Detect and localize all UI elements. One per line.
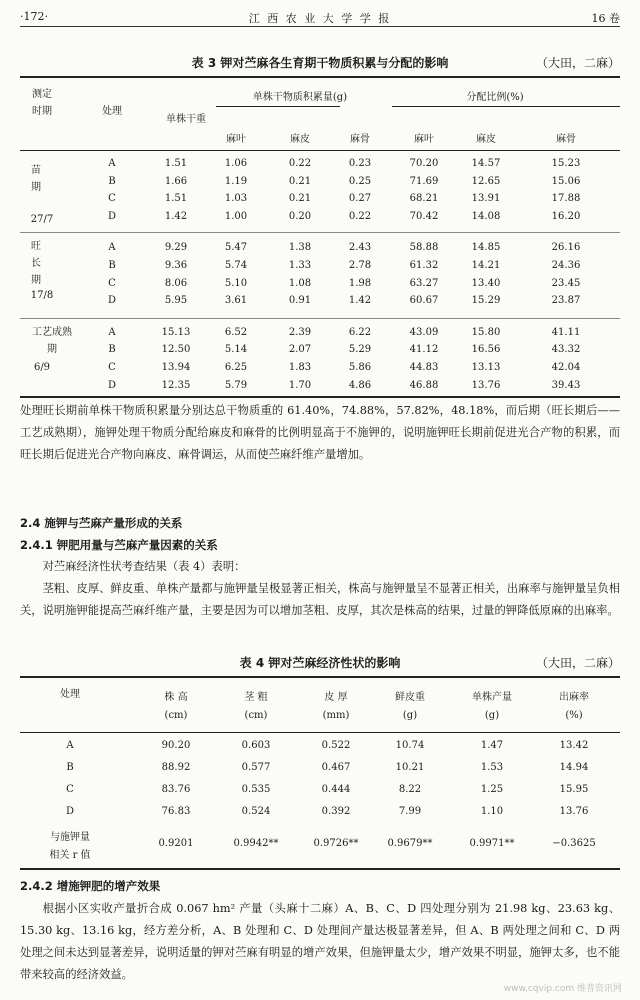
table3-period-label: 工艺成熟期 xyxy=(32,327,72,355)
table3-cell: 6.22 xyxy=(348,326,372,338)
table3-cell: 58.88 xyxy=(409,242,439,254)
table3-cell: 26.16 xyxy=(551,242,581,254)
table3-head-period: 测定时期 xyxy=(32,89,52,117)
table4-head-col: 茎 粗 xyxy=(244,692,268,703)
table3-cell: 2.39 xyxy=(288,326,312,338)
table3-cell: 5.47 xyxy=(224,242,248,254)
table4-cell: 0.444 xyxy=(321,784,351,795)
table4-cell: 8.22 xyxy=(398,784,422,795)
page-number: ·172· xyxy=(20,10,48,23)
paragraph-1: 处理旺长期前单株干物质积累量分别达总干物质重的 61.40%，74.88%，57.82%，48.18%，而后期（旺长期后——工艺成熟期），施钾处理干物质分配给麻皮和麻骨的比例明显高于不施钾的，说明施钾旺长期前促进光合产物的积累，而旺长期后促进光合产物向麻皮、麻骨调运，从而使苎麻纤维产量增加。 xyxy=(20,404,620,461)
table3-cell: 0.22 xyxy=(348,210,372,222)
table3-cell: 1.98 xyxy=(348,277,372,289)
table4-cell: 0.467 xyxy=(321,762,351,773)
table3-cell: 5.10 xyxy=(224,277,248,289)
table3-cell: 63.27 xyxy=(409,277,439,289)
table3-cell: 4.86 xyxy=(348,379,372,391)
table3-cell: 14.85 xyxy=(471,242,501,254)
table3-cell: 1.38 xyxy=(288,242,312,254)
table4-head-unit: (%) xyxy=(565,710,583,721)
table3-cell: 13.13 xyxy=(471,362,501,373)
table3-cell: 13.40 xyxy=(471,277,501,289)
table3-cell: 46.88 xyxy=(409,379,439,391)
table4-cell: 76.83 xyxy=(161,806,191,817)
table3-cell: 1.08 xyxy=(288,277,312,289)
table3-cell: 15.06 xyxy=(551,175,581,187)
table4-cell: 0.603 xyxy=(241,740,271,751)
table3-cell: 1.06 xyxy=(224,158,248,169)
table3-cell: 16.56 xyxy=(471,344,501,356)
table4-head-rule xyxy=(20,732,620,733)
table3-cell: 0.23 xyxy=(348,158,372,169)
table4-head-col: 皮 厚 xyxy=(324,692,348,703)
table4-corr-value: 0.9726** xyxy=(313,838,359,849)
table3-cell: 15.80 xyxy=(471,326,501,338)
section-2-4: 2.4 施钾与苎麻产量形成的关系 xyxy=(20,516,183,530)
table3-cell: 1.19 xyxy=(224,175,248,187)
table4-treatment: D xyxy=(65,806,75,817)
table4-head-col: 鲜皮重 xyxy=(395,692,425,703)
table3-sub-rule-2 xyxy=(392,106,620,107)
watermark: www.cqvip.com 维普资讯网 xyxy=(503,984,622,994)
table4-treatment: A xyxy=(66,740,74,751)
table4-corr-value: 0.9971** xyxy=(469,838,515,849)
volume: 16 卷 xyxy=(591,12,620,25)
table3-treatment: B xyxy=(108,175,116,187)
page-header xyxy=(20,10,620,27)
table3-cell: 15.23 xyxy=(551,158,581,169)
table3-cell: 1.42 xyxy=(348,295,372,307)
table3-cell: 12.50 xyxy=(161,344,191,356)
table3-treatment: C xyxy=(108,193,116,205)
table4-cell: 10.21 xyxy=(395,762,425,773)
table3-cell: 5.29 xyxy=(348,344,372,356)
table4-title: 表 4 钾对苎麻经济性状的影响 xyxy=(239,656,401,670)
table4-head-treat: 处理 xyxy=(60,689,80,700)
table3-cell: 61.32 xyxy=(409,260,439,271)
table3-title: 表 3 钾对苎麻各生育期干物质积累与分配的影响 xyxy=(191,56,449,70)
table3-cell: 23.45 xyxy=(551,277,581,289)
table3-cell: 17.88 xyxy=(551,193,581,205)
table3-head-col: 麻骨 xyxy=(350,134,370,145)
table4-cell: 88.92 xyxy=(161,762,191,773)
table3-cell: 23.87 xyxy=(551,295,581,307)
table4-top-rule xyxy=(20,676,620,678)
table4-cell: 90.20 xyxy=(161,740,191,751)
table4-cell: 10.74 xyxy=(395,740,425,751)
table3-head-rule xyxy=(20,150,620,151)
table4-corr-label: 相关 r 值 xyxy=(49,850,91,861)
table3-cell: 68.21 xyxy=(409,193,439,205)
table3-head-group1: 单株干物质积累量(g) xyxy=(252,92,348,103)
table4-head-col: 单株产量 xyxy=(472,692,512,703)
table3-cell: 1.42 xyxy=(164,210,188,222)
table3-cell: 14.21 xyxy=(471,260,501,271)
journal-name: 江 西 农 业 大 学 学 报 xyxy=(248,12,392,25)
table3-head-col: 单株干重 xyxy=(166,114,206,125)
table3-note: （大田，二麻） xyxy=(535,56,620,70)
table3-bottom-rule xyxy=(20,396,620,398)
table4-head-unit: (cm) xyxy=(244,710,268,721)
table3-cell: 0.20 xyxy=(288,210,312,222)
table3-treatment: D xyxy=(107,210,117,222)
table3-treatment: B xyxy=(108,344,116,356)
table3-cell: 1.66 xyxy=(164,175,188,187)
table3-cell: 1.33 xyxy=(288,260,312,271)
table4-corr-value: 0.9201 xyxy=(158,838,194,849)
table3-cell: 9.36 xyxy=(164,260,188,271)
table4-head-unit: (mm) xyxy=(322,710,350,721)
table3-cell: 5.95 xyxy=(164,295,188,307)
table4-cell: 0.577 xyxy=(241,762,271,773)
table3-cell: 0.25 xyxy=(348,175,372,187)
table3-cell: 1.03 xyxy=(224,193,248,205)
table3-treatment: A xyxy=(108,242,116,254)
table4-cell: 1.10 xyxy=(480,806,504,817)
table3-cell: 1.00 xyxy=(224,210,248,222)
table3-treatment: C xyxy=(108,277,116,289)
table3-head-group2: 分配比例(%) xyxy=(466,92,524,103)
table3-period-label: 旺长期 xyxy=(31,241,41,286)
table4-treatment: B xyxy=(66,762,74,773)
table4-cell: 13.76 xyxy=(559,806,589,817)
table3-period-date: 6/9 xyxy=(33,362,51,373)
table4-cell: 0.392 xyxy=(321,806,351,817)
table3-cell: 41.11 xyxy=(551,326,581,338)
table3-cell: 1.51 xyxy=(164,193,188,205)
table4-corr-label: 与施钾量 xyxy=(50,832,90,843)
table4-corr-value: −0.3625 xyxy=(552,838,596,849)
table3-cell: 0.21 xyxy=(288,175,312,187)
table3-cell: 2.43 xyxy=(348,242,372,254)
table3-cell: 5.14 xyxy=(224,344,248,356)
table3-cell: 13.91 xyxy=(471,193,501,205)
table4-cell: 0.522 xyxy=(321,740,351,751)
table3-cell: 0.21 xyxy=(288,193,312,205)
table4-cell: 7.99 xyxy=(398,806,422,817)
table3-cell: 71.69 xyxy=(409,175,439,187)
table3-cell: 9.29 xyxy=(164,242,188,254)
table3-group-rule xyxy=(20,232,620,233)
table3-cell: 13.76 xyxy=(471,379,501,391)
table3-cell: 6.52 xyxy=(224,326,248,338)
table3-cell: 5.79 xyxy=(224,379,248,391)
table3-treatment: D xyxy=(107,295,117,307)
table3-head-treat: 处理 xyxy=(102,106,122,117)
table3-cell: 24.36 xyxy=(551,260,581,271)
table3-cell: 14.08 xyxy=(471,210,501,222)
table3-treatment: D xyxy=(107,379,117,391)
table3-treatment: B xyxy=(108,260,116,271)
table3-cell: 3.61 xyxy=(224,295,248,307)
table4-head-col: 出麻率 xyxy=(559,692,589,703)
table4-corr-value: 0.9942** xyxy=(233,838,279,849)
table3-cell: 70.20 xyxy=(409,158,439,169)
table3-cell: 0.22 xyxy=(288,158,312,169)
table3-cell: 44.83 xyxy=(409,362,439,373)
section-2-4-1: 2.4.1 钾肥用量与苎麻产量因素的关系 xyxy=(20,538,218,552)
table3-period-date: 27/7 xyxy=(30,214,54,225)
table4-cell: 83.76 xyxy=(161,784,191,795)
table3-group-rule xyxy=(20,318,620,319)
table3-cell: 12.35 xyxy=(161,379,191,391)
paragraph-3: 茎粗、皮厚、鲜皮重、单株产量都与施钾量呈极显著正相关，株高与施钾量呈不显著正相关，出麻率与施钾量呈负相关，说明施钾能提高苎麻纤维产量，主要是因为可以增加茎粗、皮厚，其次是株高的结果，过量的钾降低原麻的出麻率。 xyxy=(20,582,620,617)
table3-cell: 14.57 xyxy=(471,158,501,169)
table3-head-col: 麻皮 xyxy=(290,134,310,145)
table3-cell: 15.13 xyxy=(161,326,191,338)
table3-cell: 60.67 xyxy=(409,295,439,307)
table3-cell: 2.07 xyxy=(288,344,312,356)
table3-cell: 43.09 xyxy=(409,326,439,338)
table3-head-col: 麻叶 xyxy=(226,134,246,145)
table4-head-col: 株 高 xyxy=(164,692,188,703)
table3-treatment: C xyxy=(108,362,116,373)
table3-cell: 0.27 xyxy=(348,193,372,205)
table4-cell: 13.42 xyxy=(559,740,589,751)
table3-cell: 1.70 xyxy=(288,379,312,391)
table3-sub-rule-1 xyxy=(216,106,340,107)
table3-cell: 2.78 xyxy=(348,260,372,271)
table3-cell: 1.83 xyxy=(288,362,312,373)
table3-cell: 41.12 xyxy=(409,344,439,356)
table4-corr-value: 0.9679** xyxy=(387,838,433,849)
table3-cell: 39.43 xyxy=(551,379,581,391)
table3-cell: 16.20 xyxy=(551,210,581,222)
table4-cell: 14.94 xyxy=(559,762,589,773)
table4-cell: 0.524 xyxy=(241,806,271,817)
table4-note: （大田，二麻） xyxy=(535,656,620,670)
paragraph-2: 对苎麻经济性状考查结果（表 4）表明： xyxy=(42,560,246,573)
table3-period-label: 苗期 xyxy=(31,165,41,193)
table3-cell: 12.65 xyxy=(471,175,501,187)
table3-cell: 5.74 xyxy=(224,260,248,271)
table4-head-unit: (g) xyxy=(402,710,418,721)
table3-head-col: 麻皮 xyxy=(476,134,496,145)
table3-cell: 13.94 xyxy=(161,362,191,373)
table3-cell: 42.04 xyxy=(551,362,581,373)
paragraph-4: 根据小区实收产量折合成 0.067 hm² 产量（头麻十二麻）A、B、C、D 四处理分别为 21.98 kg、23.63 kg、15.30 kg、13.16 kg，经方差分析，A、B 处理和 C、D 处理间产量达极显著差异，但 A、B 两处理之间和 C、D 两处理之间未达到显著差异，说明适量的钾对苎麻有明显的增产效果，但施钾量太少，增产效果不明显，施钾太多，也不能带来较高的经济效益。 xyxy=(20,902,620,981)
table3-cell: 15.29 xyxy=(471,295,501,307)
section-2-4-2: 2.4.2 增施钾肥的增产效果 xyxy=(20,879,161,893)
table3-cell: 6.25 xyxy=(224,362,248,373)
table3-top-rule xyxy=(20,76,620,78)
table4-cell: 15.95 xyxy=(559,784,589,795)
table4-head-unit: (cm) xyxy=(164,710,188,721)
table4-treatment: C xyxy=(66,784,74,795)
table4-head-unit: (g) xyxy=(484,710,500,721)
table4-bottom-rule xyxy=(20,868,620,870)
table3-cell: 0.91 xyxy=(288,295,312,307)
table4-cell: 0.535 xyxy=(241,784,271,795)
table3-cell: 70.42 xyxy=(409,210,439,222)
table4-cell: 1.25 xyxy=(480,784,504,795)
table3-cell: 1.51 xyxy=(164,158,188,169)
table3-treatment: A xyxy=(108,326,116,338)
table3-head-col: 麻叶 xyxy=(414,134,434,145)
table3-cell: 8.06 xyxy=(164,277,188,289)
table3-cell: 43.32 xyxy=(551,344,581,356)
table3-head-col: 麻骨 xyxy=(556,134,576,145)
table3-treatment: A xyxy=(108,158,116,169)
table4-cell: 1.53 xyxy=(480,762,504,773)
table3-cell: 5.86 xyxy=(348,362,372,373)
table4-cell: 1.47 xyxy=(480,740,504,751)
table3-period-date: 17/8 xyxy=(30,290,54,301)
